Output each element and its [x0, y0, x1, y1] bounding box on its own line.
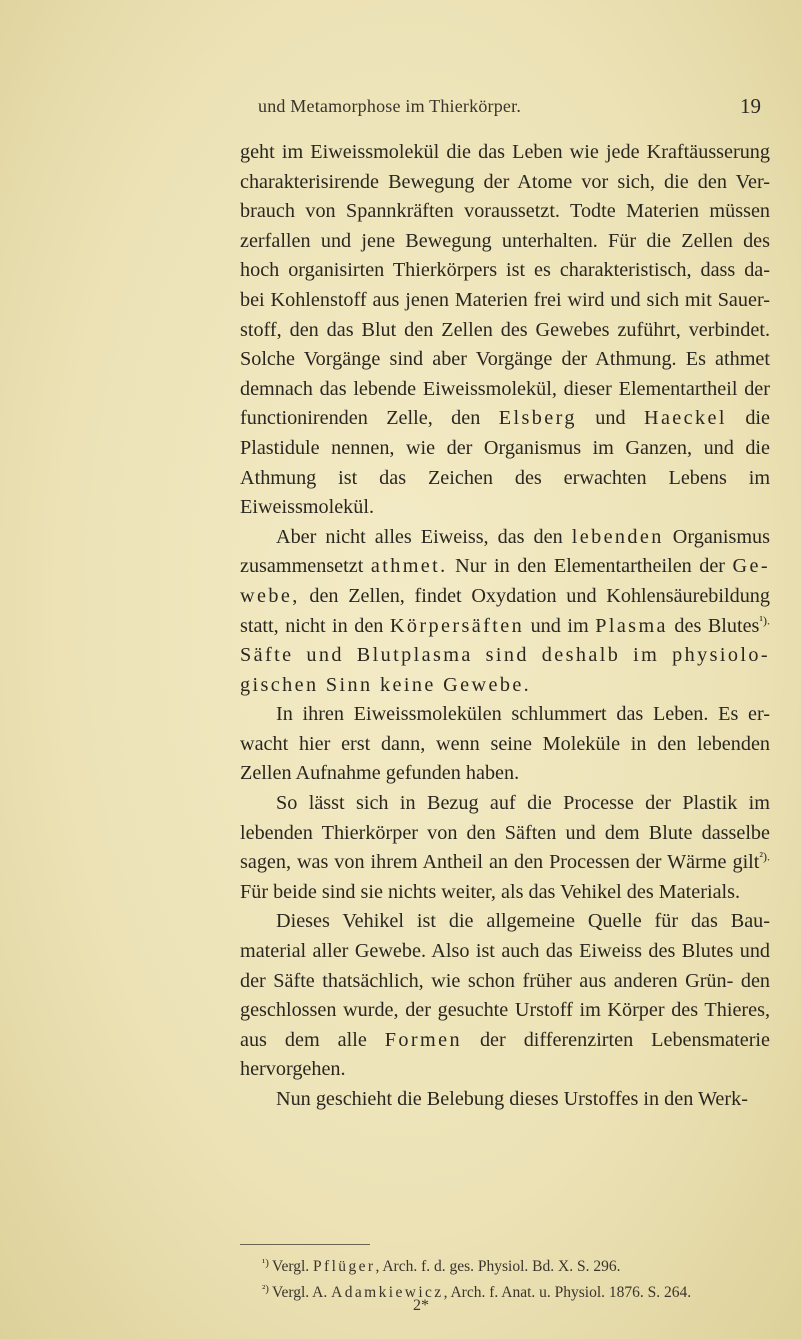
author-name: Elsberg	[498, 407, 577, 430]
footnote-ref: ¹).	[759, 612, 770, 627]
footnotes	[240, 1252, 770, 1304]
footnote-ref: ²).	[759, 849, 770, 864]
paragraph: Aber nicht alles Eiweiss, das den lebenden Organismus zusammensetzt athmet. Nur in den Elementartheilen der Ge- webe, den Zellen, findet Oxydation und Kohlensäurebildung statt, nicht in den Körpersäften und im Plasma des Blutes$^{^1).}$ Säfte und Blutplasma sind deshalb im physiolo- gischen Sinn keine Gewebe.	[240, 525, 770, 696]
signature-mark: 2*	[413, 1297, 429, 1314]
footnote: $^{^2)}$ Vergl. A. Adamkiewicz, Arch. f. Anat. u. Physiol. 1876. S. 264.	[262, 1283, 692, 1301]
page-header	[0, 96, 801, 126]
author-name: Haeckel	[643, 407, 727, 430]
paragraph: geht im Eiweissmolekül die das Leben wie jede Kraftäusserung charakterisirende Bewegung der Atome vor sich, die den Ver- brauch von Spannkräften voraussetzt. Todte Materien müssen zerfallen und jene Bewegung unterhalten. Für die Zellen des hoch organisirten Thierkörpers ist es charakteristisch, dass da- bei Kohlenstoff aus jenen Materien frei wird und sich mit Sauer- stoff, den das Blut den Zellen des Gewebes zuführt, verbindet. Solche Vorgänge sind aber Vorgänge der Athmung. Es athmet demnach das lebende Eiweissmolekül, dieser Elementartheil der functionirenden Zelle, den Elsberg und Haeckel die Plastidule nennen, wie der Organismus im Ganzen, und die Athmung ist das Zeichen des erwachten Lebens im Eiweissmolekül.	[240, 141, 771, 519]
page-number: 19	[740, 94, 761, 118]
footnote: $^{^1)}$ Vergl. Pflüger, Arch. f. d. ges. Physiol. Bd. X. S. 296.	[262, 1257, 621, 1275]
footnote-divider	[240, 1244, 370, 1245]
paragraph: In ihren Eiweissmolekülen schlummert das Leben. Es er- wacht hier erst dann, wenn seine Moleküle in den lebenden Zellen Aufnahme gefunden haben.	[240, 703, 770, 785]
running-head: und Metamorphose im Thierkörper.	[258, 96, 522, 116]
paragraph: So lässt sich in Bezug auf die Processe der Plastik im lebenden Thierkörper von den Säften und dem Blute dasselbe sagen, was von ihrem Antheil an den Processen der Wärme gilt$^{^2).}$ Für beide sind sie nichts weiter, als das Vehikel des Materials.	[240, 792, 770, 903]
body-text	[240, 138, 770, 1115]
paragraph: Dieses Vehikel ist die allgemeine Quelle für das Bau- material aller Gewebe. Also ist auch das Eiweiss des Blutes und der Säfte thatsächlich, wie schon früher aus anderen Grün- den geschlossen wurde, der gesuchte Urstoff im Körper des Thieres, aus dem alle Formen der differenzirten Lebensmaterie hervorgehen.	[240, 910, 771, 1081]
paragraph: Nun geschieht die Belebung dieses Urstoffes in den Werk-	[276, 1088, 748, 1110]
